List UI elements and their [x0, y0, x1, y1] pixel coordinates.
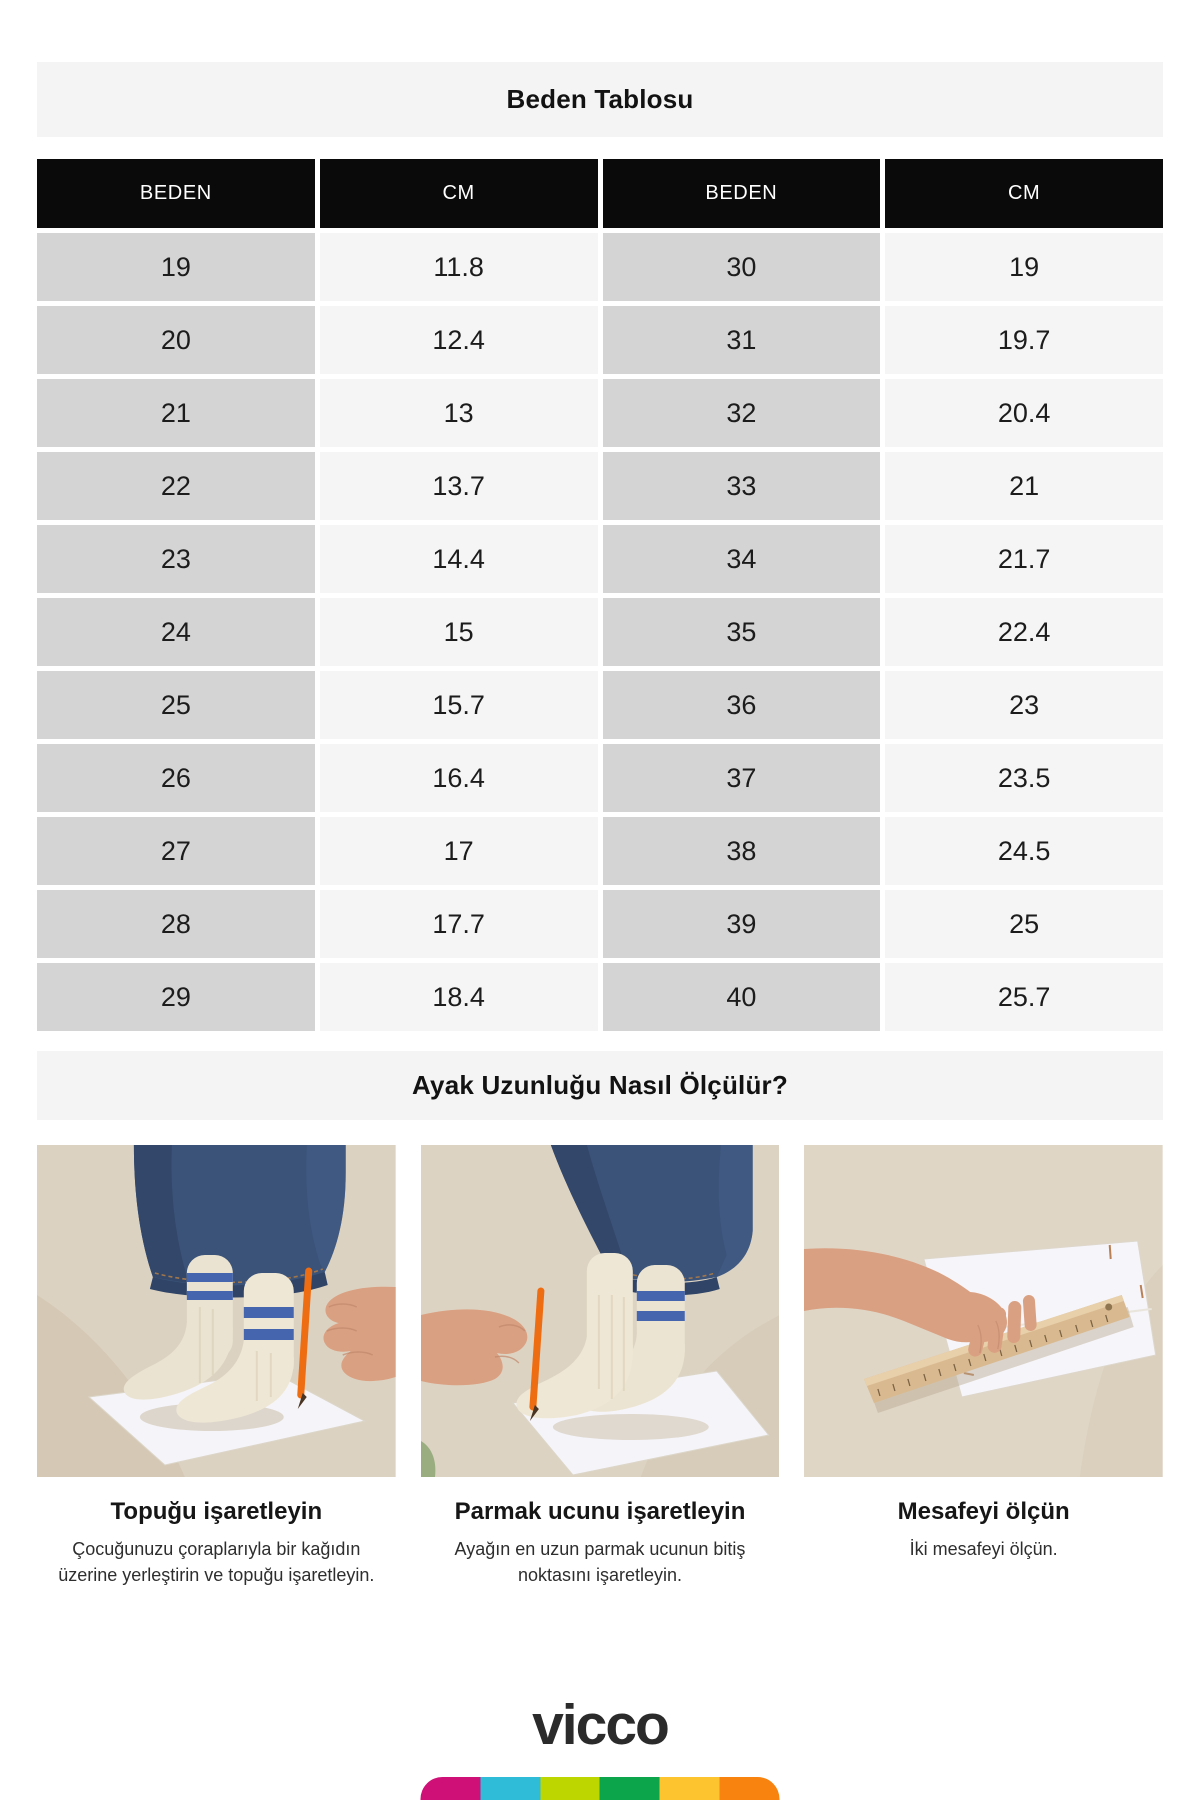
header-cm-right: CM — [885, 159, 1163, 228]
size-value-cell: 29 — [37, 963, 315, 1031]
size-value-cell: 36 — [603, 671, 881, 739]
cm-value-cell: 20.4 — [885, 379, 1163, 447]
size-row — [37, 817, 1163, 885]
size-value-cell: 39 — [603, 890, 881, 958]
size-chart-title-band — [37, 62, 1163, 137]
size-value-cell: 35 — [603, 598, 881, 666]
rainbow-segment — [540, 1777, 600, 1800]
cm-value-cell: 18.4 — [320, 963, 598, 1031]
rainbow-bar — [421, 1777, 780, 1800]
size-table — [32, 154, 1168, 1036]
size-value-cell: 32 — [603, 379, 881, 447]
size-value-cell: 25 — [37, 671, 315, 739]
size-value-cell: 30 — [603, 233, 881, 301]
cm-value-cell: 21 — [885, 452, 1163, 520]
step-body: Ayağın en uzun parmak ucunun bitiş noktasını işaretleyin. — [454, 1539, 746, 1586]
step-caption — [37, 1498, 396, 1588]
size-value-cell: 34 — [603, 525, 881, 593]
size-value-cell: 40 — [603, 963, 881, 1031]
cm-value-cell: 12.4 — [320, 306, 598, 374]
cm-value-cell: 15.7 — [320, 671, 598, 739]
mark-toe-photo — [421, 1145, 780, 1477]
cm-value-cell: 23 — [885, 671, 1163, 739]
cm-value-cell: 21.7 — [885, 525, 1163, 593]
size-value-cell: 19 — [37, 233, 315, 301]
size-row — [37, 963, 1163, 1031]
step-title: Mesafeyi ölçün — [897, 1498, 1070, 1525]
size-row — [37, 379, 1163, 447]
step-caption — [804, 1498, 1163, 1562]
header-cm-left: CM — [320, 159, 598, 228]
mark-heel-photo — [37, 1145, 396, 1477]
rainbow-segment — [480, 1777, 540, 1800]
rainbow-segment — [720, 1777, 780, 1800]
rainbow-segment — [660, 1777, 720, 1800]
how-to-title-band — [37, 1051, 1163, 1120]
size-value-cell: 20 — [37, 306, 315, 374]
header-size-right: BEDEN — [603, 159, 881, 228]
cm-value-cell: 17 — [320, 817, 598, 885]
size-value-cell: 31 — [603, 306, 881, 374]
size-row — [37, 598, 1163, 666]
measure-distance-photo — [804, 1145, 1163, 1477]
size-row — [37, 233, 1163, 301]
size-value-cell: 23 — [37, 525, 315, 593]
header-size-left: BEDEN — [37, 159, 315, 228]
cm-value-cell: 25.7 — [885, 963, 1163, 1031]
size-value-cell: 33 — [603, 452, 881, 520]
vicco-logo: vicco — [532, 1693, 668, 1757]
cm-value-cell: 11.8 — [320, 233, 598, 301]
size-value-cell: 21 — [37, 379, 315, 447]
size-value-cell: 38 — [603, 817, 881, 885]
size-value-cell: 24 — [37, 598, 315, 666]
size-value-cell: 26 — [37, 744, 315, 812]
size-chart-title: Beden Tablosu — [506, 84, 694, 114]
step-mark-heel — [37, 1145, 396, 1588]
cm-value-cell: 24.5 — [885, 817, 1163, 885]
step-measure-distance — [804, 1145, 1163, 1588]
step-mark-toe — [421, 1145, 780, 1588]
cm-value-cell: 22.4 — [885, 598, 1163, 666]
cm-value-cell: 25 — [885, 890, 1163, 958]
how-to-title: Ayak Uzunluğu Nasıl Ölçülür? — [412, 1070, 788, 1100]
step-body: İki mesafeyi ölçün. — [909, 1539, 1058, 1559]
size-value-cell: 27 — [37, 817, 315, 885]
cm-value-cell: 17.7 — [320, 890, 598, 958]
cm-value-cell: 13 — [320, 379, 598, 447]
cm-value-cell: 19 — [885, 233, 1163, 301]
rainbow-segment — [421, 1777, 481, 1800]
cm-value-cell: 19.7 — [885, 306, 1163, 374]
size-row — [37, 890, 1163, 958]
cm-value-cell: 23.5 — [885, 744, 1163, 812]
size-row — [37, 671, 1163, 739]
cm-value-cell: 13.7 — [320, 452, 598, 520]
size-row — [37, 306, 1163, 374]
cm-value-cell: 16.4 — [320, 744, 598, 812]
size-value-cell: 28 — [37, 890, 315, 958]
cm-value-cell: 15 — [320, 598, 598, 666]
size-table-body — [37, 233, 1163, 1031]
rainbow-segment — [600, 1777, 660, 1800]
cm-value-cell: 14.4 — [320, 525, 598, 593]
step-title: Parmak ucunu işaretleyin — [454, 1498, 746, 1525]
size-row — [37, 744, 1163, 812]
step-caption — [421, 1498, 780, 1588]
size-table-header-row — [37, 159, 1163, 228]
step-body: Çocuğunuzu çoraplarıyla bir kağıdın üzerine yerleştirin ve topuğu işaretleyin. — [58, 1539, 375, 1586]
size-value-cell: 37 — [603, 744, 881, 812]
step-title: Topuğu işaretleyin — [110, 1498, 323, 1525]
size-row — [37, 452, 1163, 520]
how-to-steps — [37, 1145, 1163, 1588]
size-value-cell: 22 — [37, 452, 315, 520]
size-row — [37, 525, 1163, 593]
